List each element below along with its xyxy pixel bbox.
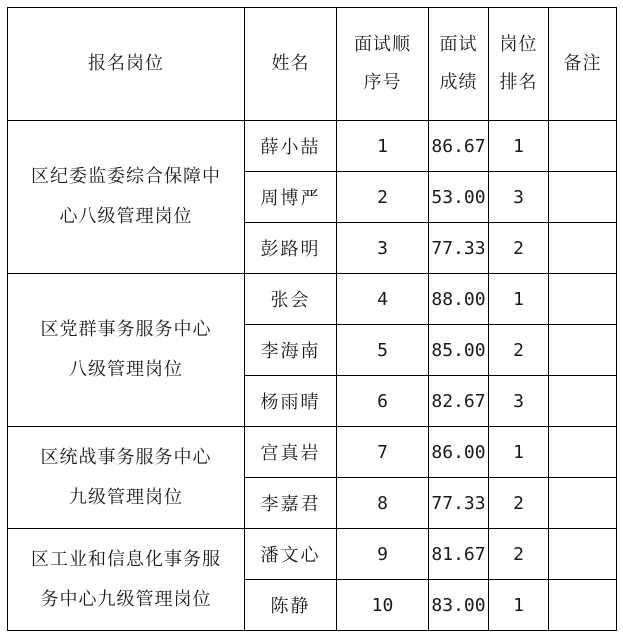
header-row [8,8,617,121]
post-rank-cell: 1 [489,427,549,478]
post-rank-cell: 3 [489,376,549,427]
remark-cell [549,325,617,376]
post-rank-cell: 2 [489,325,549,376]
remark-cell [549,376,617,427]
candidate-name-cell: 彭路明 [245,223,337,274]
candidate-name-cell: 潘文心 [245,529,337,580]
interview-order-cell: 3 [337,223,429,274]
post-name-cell: 区纪委监委综合保障中 心八级管理岗位 [8,121,245,274]
interview-order-cell: 9 [337,529,429,580]
post-rank-cell: 3 [489,172,549,223]
remark-cell [549,121,617,172]
interview-score-cell: 77.33 [429,478,489,529]
header-name: 姓名 [245,8,337,121]
post-rank-cell: 1 [489,121,549,172]
remark-cell [549,223,617,274]
post-name-cell: 区党群事务服务中心 八级管理岗位 [8,274,245,427]
post-rank-cell: 2 [489,529,549,580]
interview-order-cell: 4 [337,274,429,325]
header-order: 面试顺 序号 [337,8,429,121]
header-post: 报名岗位 [8,8,245,121]
interview-order-cell: 7 [337,427,429,478]
interview-score-cell: 83.00 [429,580,489,631]
table-row [8,427,617,478]
header-score: 面试 成绩 [429,8,489,121]
candidate-name-cell: 张会 [245,274,337,325]
remark-cell [549,529,617,580]
candidate-name-cell: 陈静 [245,580,337,631]
interview-score-cell: 85.00 [429,325,489,376]
candidate-name-cell: 李嘉君 [245,478,337,529]
interview-order-cell: 5 [337,325,429,376]
remark-cell [549,427,617,478]
interview-order-cell: 10 [337,580,429,631]
post-rank-cell: 1 [489,580,549,631]
interview-score-cell: 77.33 [429,223,489,274]
table-row [8,274,617,325]
table-row [8,121,617,172]
interview-score-cell: 86.00 [429,427,489,478]
candidate-name-cell: 李海南 [245,325,337,376]
post-rank-cell: 2 [489,223,549,274]
post-rank-cell: 2 [489,478,549,529]
interview-score-cell: 81.67 [429,529,489,580]
interview-results-table [7,7,617,631]
candidate-name-cell: 宫真岩 [245,427,337,478]
interview-order-cell: 2 [337,172,429,223]
interview-order-cell: 6 [337,376,429,427]
remark-cell [549,172,617,223]
interview-score-cell: 86.67 [429,121,489,172]
candidate-name-cell: 杨雨晴 [245,376,337,427]
header-rank: 岗位 排名 [489,8,549,121]
post-name-cell: 区工业和信息化事务服 务中心九级管理岗位 [8,529,245,631]
remark-cell [549,580,617,631]
interview-order-cell: 8 [337,478,429,529]
candidate-name-cell: 周博严 [245,172,337,223]
header-remark: 备注 [549,8,617,121]
table-row [8,529,617,580]
interview-score-cell: 88.00 [429,274,489,325]
interview-score-cell: 53.00 [429,172,489,223]
interview-score-cell: 82.67 [429,376,489,427]
remark-cell [549,478,617,529]
interview-order-cell: 1 [337,121,429,172]
post-name-cell: 区统战事务服务中心 九级管理岗位 [8,427,245,529]
remark-cell [549,274,617,325]
post-rank-cell: 1 [489,274,549,325]
candidate-name-cell: 薛小喆 [245,121,337,172]
